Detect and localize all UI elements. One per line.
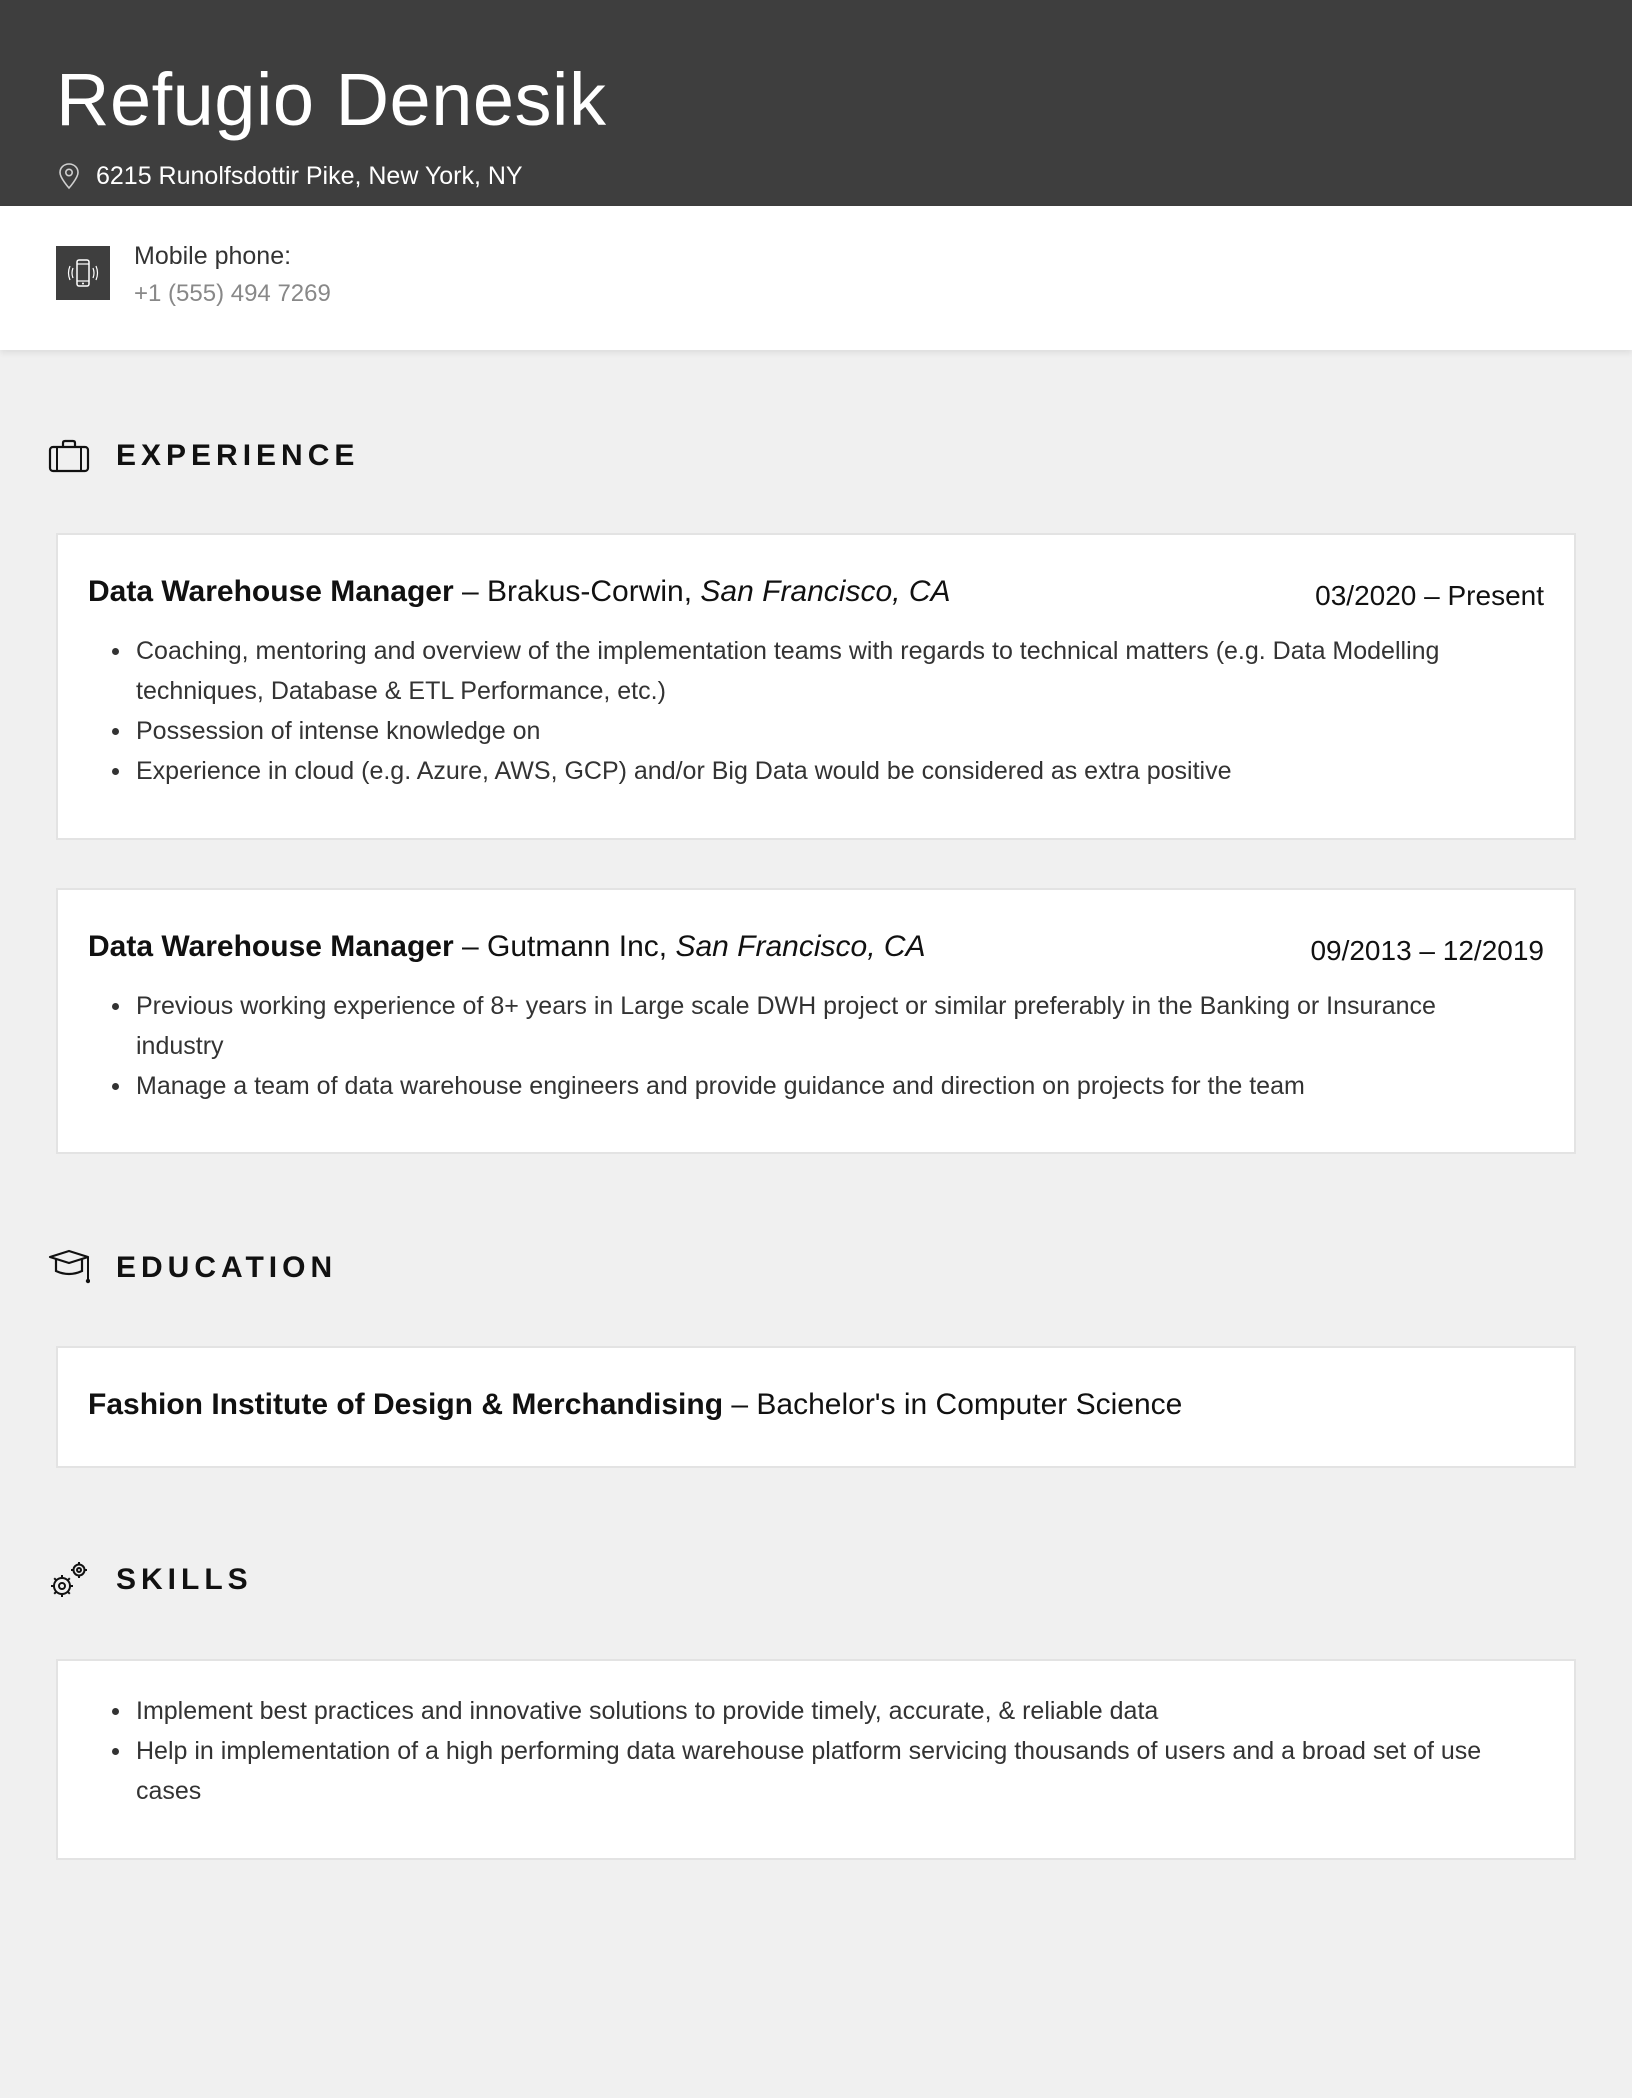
phone-label: Mobile phone: bbox=[134, 242, 292, 270]
location-pin-icon bbox=[58, 162, 80, 190]
job-title: Data Warehouse Manager bbox=[88, 575, 454, 608]
education-separator: – bbox=[723, 1388, 757, 1421]
skills-card bbox=[56, 1659, 1576, 1860]
education-card bbox=[56, 1346, 1576, 1468]
skills-heading: SKILLS bbox=[116, 1563, 253, 1596]
experience-section-title bbox=[48, 434, 359, 478]
job-dates: 09/2013 – 12/2019 bbox=[1310, 935, 1544, 966]
job-header bbox=[88, 930, 1544, 970]
job-location: San Francisco, CA bbox=[675, 930, 926, 963]
phone-value: +1 (555) 494 7269 bbox=[134, 280, 331, 307]
education-section-title bbox=[48, 1246, 337, 1290]
job-company: Gutmann Inc, bbox=[487, 930, 676, 963]
contact-bar bbox=[0, 206, 1632, 350]
skills-section-title bbox=[48, 1558, 253, 1602]
graduation-cap-icon bbox=[48, 1249, 90, 1287]
education-degree: Bachelor's in Computer Science bbox=[756, 1388, 1183, 1421]
gears-icon bbox=[48, 1559, 90, 1601]
list-item: Experience in cloud (e.g. Azure, AWS, GCP) and/or Big Data would be considered as extra positive bbox=[106, 751, 1514, 791]
job-separator: – bbox=[453, 575, 488, 608]
list-item: Implement best practices and innovative solutions to provide timely, accurate, & reliable data bbox=[106, 1691, 1514, 1731]
job-bullets bbox=[106, 631, 1514, 791]
address-text: 6215 Runolfsdottir Pike, New York, NY bbox=[96, 161, 523, 190]
job-location: San Francisco, CA bbox=[700, 575, 951, 608]
job-bullets bbox=[106, 986, 1514, 1106]
job-separator: – bbox=[453, 930, 488, 963]
experience-heading: EXPERIENCE bbox=[116, 439, 360, 472]
list-item: Possession of intense knowledge on bbox=[106, 711, 1514, 751]
job-title: Data Warehouse Manager bbox=[88, 930, 454, 963]
experience-card bbox=[56, 888, 1576, 1154]
job-header bbox=[88, 575, 1544, 615]
briefcase-icon bbox=[48, 439, 90, 473]
list-item: Previous working experience of 8+ years in Large scale DWH project or similar preferably in the Banking or Insurance industry bbox=[106, 986, 1514, 1066]
phone-icon-box bbox=[56, 246, 110, 300]
education-entry bbox=[88, 1388, 1182, 1422]
job-company: Brakus-Corwin, bbox=[487, 575, 701, 608]
education-heading: EDUCATION bbox=[116, 1251, 338, 1284]
experience-card bbox=[56, 533, 1576, 840]
skills-bullets bbox=[106, 1691, 1514, 1811]
resume-header bbox=[0, 0, 1632, 206]
mobile-phone-icon bbox=[66, 256, 100, 290]
address-row bbox=[58, 158, 523, 194]
list-item: Help in implementation of a high performing data warehouse platform servicing thousands of users and a broad set of use cases bbox=[106, 1731, 1514, 1811]
list-item: Coaching, mentoring and overview of the implementation teams with regards to technical matters (e.g. Data Modelling techniques, Database & ETL Performance, etc.) bbox=[106, 631, 1514, 711]
candidate-name: Refugio Denesik bbox=[56, 58, 607, 141]
job-dates: 03/2020 – Present bbox=[1315, 580, 1544, 611]
education-school: Fashion Institute of Design & Merchandising bbox=[88, 1388, 724, 1421]
list-item: Manage a team of data warehouse engineers and provide guidance and direction on projects for the team bbox=[106, 1066, 1514, 1106]
